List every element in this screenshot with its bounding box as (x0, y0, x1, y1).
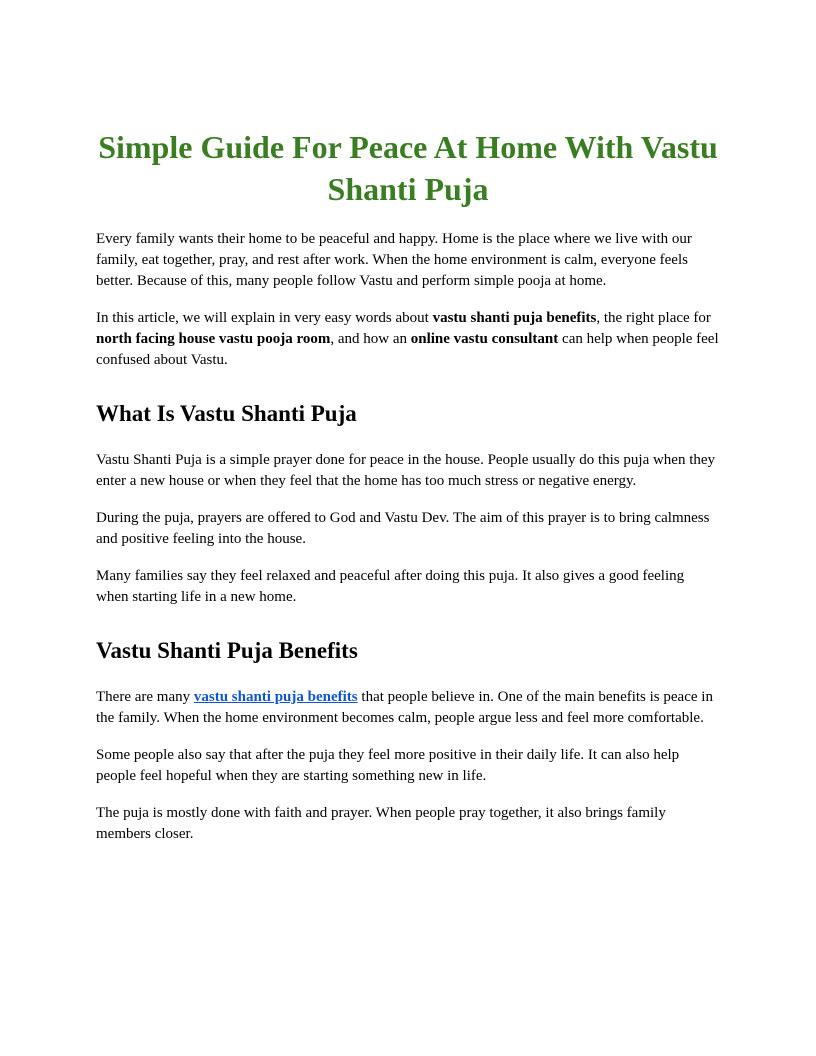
section-heading-what-is: What Is Vastu Shanti Puja (96, 401, 357, 426)
section2-paragraph-2: Some people also say that after the puja they feel more positive in their daily life. It can also help people feel hopeful when they are starting something new in life. (96, 747, 680, 784)
document-title: Simple Guide For Peace At Home With Vastu Shanti Puja (98, 129, 718, 207)
intro-text-4: can help when people feel confused about Vastu. (96, 331, 719, 368)
section2-paragraph-1 (96, 687, 720, 729)
vastu-benefits-link[interactable]: vastu shanti puja benefits (193, 689, 358, 705)
document-page (96, 126, 720, 845)
benefits-text-1: There are many (96, 689, 194, 705)
intro-text-1: In this article, we will explain in very easy words about (96, 310, 433, 326)
keyword-north-facing-pooja-room: north facing house vastu pooja room (96, 331, 331, 347)
section-heading-benefits: Vastu Shanti Puja Benefits (96, 638, 358, 663)
section1-paragraph-1: Vastu Shanti Puja is a simple prayer done for peace in the house. People usually do this puja when they enter a new house or when they feel that the home has too much stress or negative energy. (96, 452, 716, 489)
section1-paragraph-2: During the puja, prayers are offered to God and Vastu Dev. The aim of this prayer is to bring calmness and positive feeling into the house. (96, 510, 710, 547)
section1-paragraph-3: Many families say they feel relaxed and peaceful after doing this puja. It also gives a good feeling when starting life in a new home. (96, 568, 685, 605)
intro-paragraph-2 (96, 308, 720, 371)
benefits-text-2: that people believe in. One of the main benefits is peace in the family. When the home environment becomes calm, people argue less and feel more comfortable. (96, 689, 713, 726)
keyword-online-vastu-consultant: online vastu consultant (410, 331, 559, 347)
intro-text-2: , the right place for (596, 310, 711, 326)
intro-text-3: , and how an (330, 331, 411, 347)
section2-paragraph-3: The puja is mostly done with faith and prayer. When people pray together, it also brings family members closer. (96, 805, 666, 842)
keyword-vastu-shanti-puja-benefits: vastu shanti puja benefits (432, 310, 597, 326)
intro-paragraph-1: Every family wants their home to be peaceful and happy. Home is the place where we live with our family, eat together, pray, and rest after work. When the home environment is calm, everyone feels better. Because of this, many people follow Vastu and perform simple pooja at home. (96, 231, 692, 289)
